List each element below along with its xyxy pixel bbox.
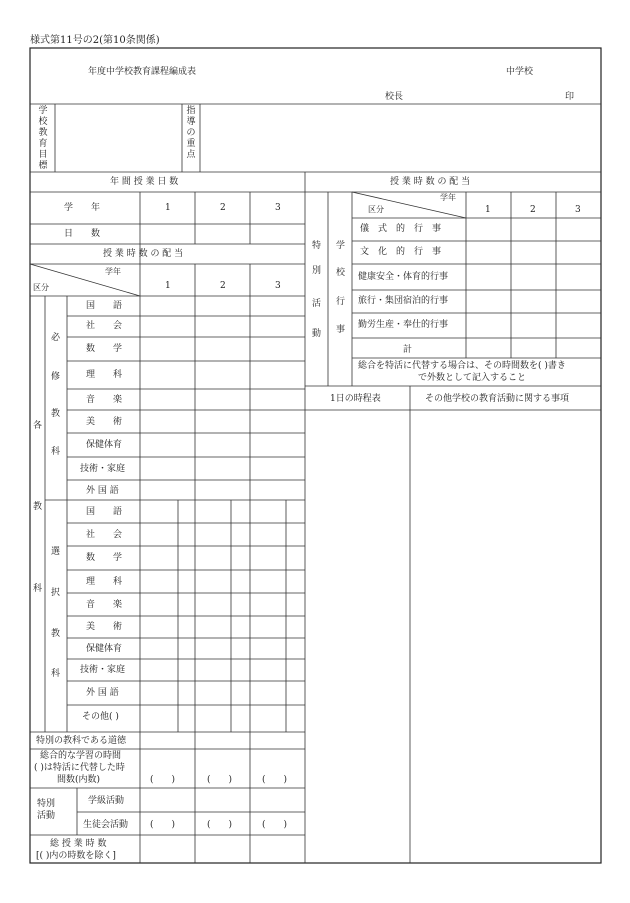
substitution-note-2: で外数として記入すること — [418, 373, 527, 383]
student-council-label: 生徒会活動 — [83, 820, 129, 830]
elective-subject: 数 学 — [86, 553, 123, 563]
right-special-2: 別 — [312, 266, 322, 276]
subjects-side-1: 各 — [33, 421, 43, 431]
hours-grade-1: 1 — [165, 281, 171, 291]
required-label-3: 教 — [51, 409, 61, 419]
school-name-suffix: 中学校 — [506, 67, 534, 77]
guidance-focus-field[interactable] — [201, 105, 600, 171]
other-matters-field[interactable] — [411, 411, 600, 862]
integrated-study-label-3: 間数(内数) — [57, 775, 101, 785]
annual-days-title: 年 間 授 業 日 数 — [110, 177, 179, 187]
principal-label: 校長 — [385, 92, 404, 102]
grade-3-header: 3 — [275, 203, 281, 213]
other-matters-label: その他学校の教育活動に関する事項 — [425, 394, 570, 404]
special-activities-label-1: 特別 — [37, 799, 56, 809]
elective-label-1: 選 — [51, 547, 61, 557]
subjects-side-3: 科 — [33, 584, 43, 594]
form-title: 年度中学校教育課程編成表 — [88, 67, 197, 77]
elective-subject: 美 術 — [86, 622, 123, 632]
council-paren-2: ( ) — [207, 820, 233, 830]
form-reference: 様式第11号の2(第10条関係) — [30, 35, 160, 46]
event-row: 健康安全・体育的行事 — [358, 272, 449, 282]
subjects-side-2: 教 — [33, 502, 43, 512]
days-label: 日 数 — [64, 229, 101, 239]
elective-label-2: 択 — [51, 588, 61, 598]
right-hours-title: 授 業 時 数 の 配 当 — [390, 177, 471, 187]
event-row: 旅行・集団宿泊的行事 — [358, 296, 449, 306]
elective-subject: 技術・家庭 — [80, 665, 126, 675]
right-grade-1: 1 — [485, 205, 491, 215]
special-activities-label-2: 活動 — [37, 811, 56, 821]
required-label-2: 修 — [51, 372, 61, 382]
required-label-4: 科 — [51, 447, 61, 457]
hours-title: 授 業 時 数 の 配 当 — [103, 249, 184, 259]
school-event-4: 事 — [336, 325, 346, 335]
seal-label: 印 — [565, 92, 575, 102]
right-division-header: 区分 — [368, 205, 384, 214]
required-subject: 技術・家庭 — [80, 464, 126, 474]
right-special-1: 特 — [312, 241, 322, 251]
integrated-study-label-2: ( )は特活に代替した時 — [34, 763, 125, 773]
daily-schedule-label: 1日の時程表 — [330, 394, 381, 404]
elective-subject: 音 楽 — [86, 600, 123, 610]
days-grade-1-field[interactable] — [141, 225, 194, 243]
council-paren-3: ( ) — [262, 820, 288, 830]
hours-grade-header: 学年 — [105, 267, 121, 276]
days-grade-2-field[interactable] — [196, 225, 249, 243]
required-subject: 音 楽 — [86, 395, 123, 405]
school-goals-field[interactable] — [56, 105, 181, 171]
elective-label-4: 科 — [51, 669, 61, 679]
school-event-2: 校 — [336, 268, 346, 278]
council-paren-1: ( ) — [150, 820, 176, 830]
school-goals-label: 学校教育目標 — [38, 106, 48, 171]
grade-label: 学 年 — [64, 203, 101, 213]
school-event-3: 行 — [336, 297, 346, 307]
total-hours-label-2: [( )内の時数を除く] — [36, 851, 116, 861]
event-row: 勤労生産・奉仕的行事 — [358, 320, 449, 330]
elective-subject: 保健体育 — [86, 644, 123, 654]
daily-schedule-field[interactable] — [306, 411, 409, 862]
moral-education-label: 特別の教科である道徳 — [36, 736, 127, 746]
integrated-study-label-1: 総合的な学習の時間 — [40, 751, 122, 761]
days-grade-3-field[interactable] — [251, 225, 304, 243]
right-special-3: 活 — [312, 299, 322, 309]
required-subject: 社 会 — [86, 321, 123, 331]
hours-grade-3: 3 — [275, 281, 281, 291]
elective-subject: 国 語 — [86, 507, 123, 517]
school-event-1: 学 — [336, 241, 346, 251]
grade-2-header: 2 — [220, 203, 226, 213]
integrated-paren-2: ( ) — [207, 775, 233, 785]
class-activity-label: 学級活動 — [88, 796, 125, 806]
event-row: 儀 式 的 行 事 — [360, 224, 442, 234]
guidance-focus-label: 指導の重点 — [186, 106, 196, 160]
grade-1-header: 1 — [165, 203, 171, 213]
elective-subject: 社 会 — [86, 530, 123, 540]
required-subject: 美 術 — [86, 417, 123, 427]
right-special-4: 動 — [312, 329, 322, 339]
required-subject: 国 語 — [86, 301, 123, 311]
substitution-note-1: 総合を特活に代替する場合は、その時間数を( )書き — [358, 361, 566, 371]
hours-division-header: 区分 — [33, 283, 49, 292]
required-subject: 理 科 — [86, 370, 123, 380]
elective-label-3: 教 — [51, 629, 61, 639]
elective-subject-other: その他( ) — [82, 712, 119, 722]
integrated-paren-3: ( ) — [262, 775, 288, 785]
right-grade-3: 3 — [575, 205, 581, 215]
elective-subject: 理 科 — [86, 577, 123, 587]
event-row: 文 化 的 行 事 — [360, 247, 442, 257]
event-total: 計 — [403, 345, 413, 355]
required-subject: 数 学 — [86, 344, 123, 354]
required-label-1: 必 — [51, 333, 61, 343]
right-grade-2: 2 — [530, 205, 536, 215]
total-hours-label-1: 総 授 業 時 数 — [50, 839, 107, 849]
hours-grade-2: 2 — [220, 281, 226, 291]
integrated-paren-1: ( ) — [150, 775, 176, 785]
right-grade-header: 学年 — [440, 193, 456, 202]
elective-subject: 外 国 語 — [86, 688, 119, 698]
required-subject: 外 国 語 — [86, 486, 119, 496]
required-subject: 保健体育 — [86, 440, 123, 450]
